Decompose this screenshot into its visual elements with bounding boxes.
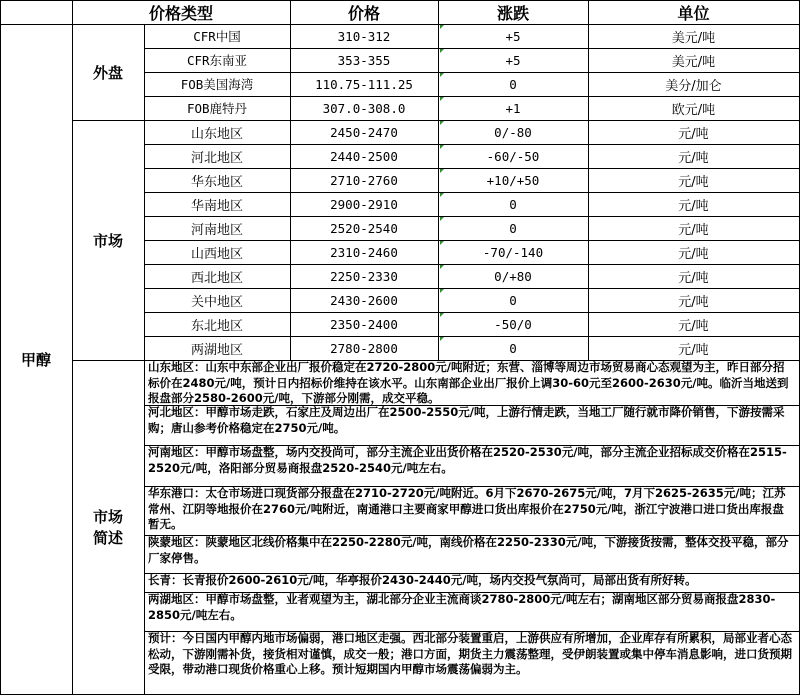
market-row-name: 河南地区	[144, 216, 291, 241]
summary-note: 长青：长青报价2600-2610元/吨，华亭报价2430-2440元/吨，场内交投气氛尚可，局部出货有所好转。	[144, 573, 800, 593]
category-foreign: 外盘	[72, 24, 145, 121]
market-row-change: 0	[438, 336, 589, 361]
market-row-change: 0	[438, 216, 589, 241]
market-row-change: 0	[438, 192, 589, 217]
market-row-price: 2350-2400	[290, 312, 439, 337]
market-row-change: -60/-50	[438, 144, 589, 169]
market-row-unit: 元/吨	[588, 168, 800, 193]
market-row-price: 2900-2910	[290, 192, 439, 217]
market-row-name: 华东地区	[144, 168, 291, 193]
foreign-row-unit: 美元/吨	[588, 48, 800, 73]
summary-note: 河北地区：甲醇市场走跌，石家庄及周边出厂在2500-2550元/吨，上游行情走跌，当地工厂随行就市降价销售，下游按需采购；唐山参考价格稳定在2750元/吨。	[144, 405, 800, 446]
market-row-price: 2520-2540	[290, 216, 439, 241]
header-change: 涨跌	[438, 0, 589, 25]
market-row-price: 2250-2330	[290, 264, 439, 289]
foreign-row-name: FOB美国海湾	[144, 72, 291, 97]
foreign-row-change: +5	[438, 48, 589, 73]
foreign-row-unit: 欧元/吨	[588, 96, 800, 121]
market-row-name: 关中地区	[144, 288, 291, 313]
foreign-row-price: 353-355	[290, 48, 439, 73]
market-row-unit: 元/吨	[588, 240, 800, 265]
header-unit: 单位	[588, 0, 800, 25]
market-row-unit: 元/吨	[588, 120, 800, 145]
market-row-unit: 元/吨	[588, 264, 800, 289]
market-row-unit: 元/吨	[588, 192, 800, 217]
foreign-row-price: 307.0-308.0	[290, 96, 439, 121]
market-row-name: 两湖地区	[144, 336, 291, 361]
market-row-change: 0	[438, 288, 589, 313]
market-row-name: 华南地区	[144, 192, 291, 217]
header-blank	[0, 0, 73, 25]
market-row-price: 2710-2760	[290, 168, 439, 193]
summary-note: 华东港口：太仓市场进口现货部分报盘在2710-2720元/吨附近。6月下2670-2675元/吨，7月下2625-2635元/吨；江苏常州、江阴等地报价在2760元/吨附近，南通港口主要商家甲醇进口货出库报价在2750元/吨，浙江宁波港口进口货出库报盘暂无。	[144, 486, 800, 536]
market-row-name: 山东地区	[144, 120, 291, 145]
foreign-row-name: CFR东南亚	[144, 48, 291, 73]
category-market: 市场	[72, 120, 145, 361]
market-row-change: 0/+80	[438, 264, 589, 289]
market-row-change: -50/0	[438, 312, 589, 337]
market-row-unit: 元/吨	[588, 336, 800, 361]
market-row-name: 河北地区	[144, 144, 291, 169]
market-row-name: 山西地区	[144, 240, 291, 265]
market-row-unit: 元/吨	[588, 312, 800, 337]
header-price: 价格	[290, 0, 439, 25]
market-row-change: +10/+50	[438, 168, 589, 193]
foreign-row-name: FOB鹿特丹	[144, 96, 291, 121]
market-row-price: 2440-2500	[290, 144, 439, 169]
market-row-change: 0/-80	[438, 120, 589, 145]
foreign-row-change: +5	[438, 24, 589, 49]
market-row-name: 西北地区	[144, 264, 291, 289]
summary-note: 两湖地区：甲醇市场盘整，业者观望为主，湖北部分企业主流商谈2780-2800元/吨左右；湖南地区部分贸易商报盘2830-2850元/吨左右。	[144, 592, 800, 632]
market-row-price: 2430-2600	[290, 288, 439, 313]
summary-note: 预计：今日国内甲醇内地市场偏弱，港口地区走强。西北部分装置重启，上游供应有所增加，企业库存有所累积，局部业者心态松动，下游刚需补货，接货相对谨慎，成交一般；港口方面，期货主力震荡整理，受伊朗装置或集中停车消息影响，进口货预期受限，带动港口现货价格重心上移。预计短期国内甲醇市场震荡偏弱为主。	[144, 631, 800, 695]
market-row-name: 东北地区	[144, 312, 291, 337]
product-label: 甲醇	[0, 24, 73, 695]
header-type: 价格类型	[72, 0, 291, 25]
market-row-unit: 元/吨	[588, 144, 800, 169]
market-row-price: 2310-2460	[290, 240, 439, 265]
summary-note: 陕蒙地区：陕蒙地区北线价格集中在2250-2280元/吨，南线价格在2250-2330元/吨，下游接货按需，整体交投平稳，部分厂家停售。	[144, 535, 800, 574]
market-row-unit: 元/吨	[588, 288, 800, 313]
foreign-row-name: CFR中国	[144, 24, 291, 49]
summary-note: 山东地区：山东中东部企业出厂报价稳定在2720-2800元/吨附近；东营、淄博等周边市场贸易商心态观望为主，昨日部分招标价在2480元/吨，预计日内招标价维持在该水平。山东南部企业出厂报价上调30-60元至2600-2630元/吨。临沂当地送到报盘部分2580-2600元/吨，下游部分刚需，成交平稳。	[144, 360, 800, 406]
market-row-price: 2450-2470	[290, 120, 439, 145]
market-row-unit: 元/吨	[588, 216, 800, 241]
market-row-price: 2780-2800	[290, 336, 439, 361]
foreign-row-price: 310-312	[290, 24, 439, 49]
foreign-row-unit: 美分/加仑	[588, 72, 800, 97]
market-row-change: -70/-140	[438, 240, 589, 265]
foreign-row-change: +1	[438, 96, 589, 121]
foreign-row-unit: 美元/吨	[588, 24, 800, 49]
category-summary: 市场 简述	[72, 360, 145, 695]
foreign-row-change: 0	[438, 72, 589, 97]
foreign-row-price: 110.75-111.25	[290, 72, 439, 97]
summary-note: 河南地区：甲醇市场盘整，场内交投尚可，部分主流企业出货价格在2520-2530元/吨，部分主流企业招标成交价格在2515-2520元/吨，洛阳部分贸易商报盘2520-2540元/吨左右。	[144, 445, 800, 487]
